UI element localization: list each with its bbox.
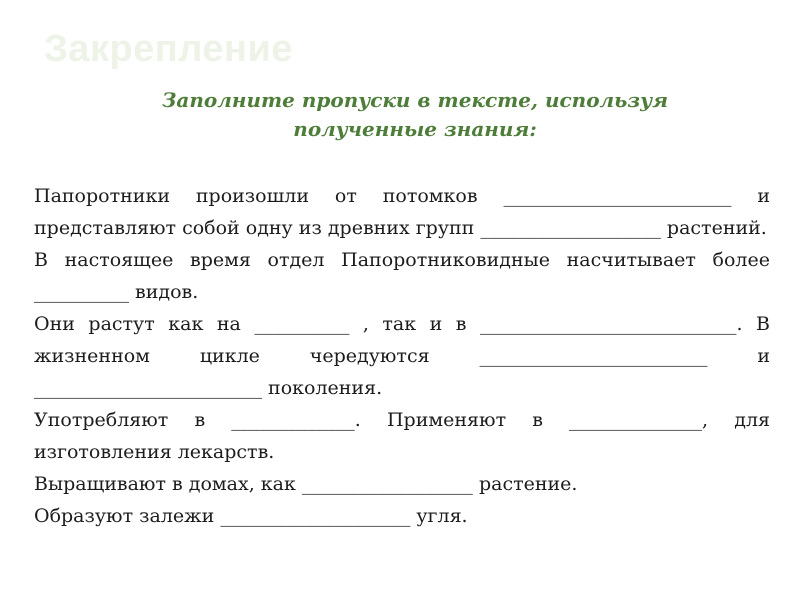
paragraph-origin: Папоротники произошли от потомков ________________________ и представляют собой одну из древних групп ___________________ растений.	[34, 185, 770, 239]
instruction-line-1: Заполните пропуски в тексте, используя	[161, 88, 669, 112]
paragraph-species-count: В настоящее время отдел Папоротниковидные насчитывает более __________ видов.	[34, 249, 770, 303]
paragraph-houseplant: Выращивают в домах, как __________________ растение.	[34, 473, 578, 495]
paragraph-coal: Образуют залежи ____________________ угля.	[34, 505, 468, 527]
slide-title: Закрепление	[44, 28, 293, 70]
instruction-line-2: полученные знания:	[293, 117, 537, 141]
fill-in-text	[34, 180, 770, 532]
paragraph-habitat: Они растут как на __________ , так и в ___________________________. В жизненном цикле чередуются ________________________ и ________________________ поколения.	[34, 313, 770, 399]
instruction-heading	[90, 86, 740, 144]
paragraph-usage: Употребляют в _____________. Применяют в ______________, для изготовления лекарств.	[34, 409, 770, 463]
